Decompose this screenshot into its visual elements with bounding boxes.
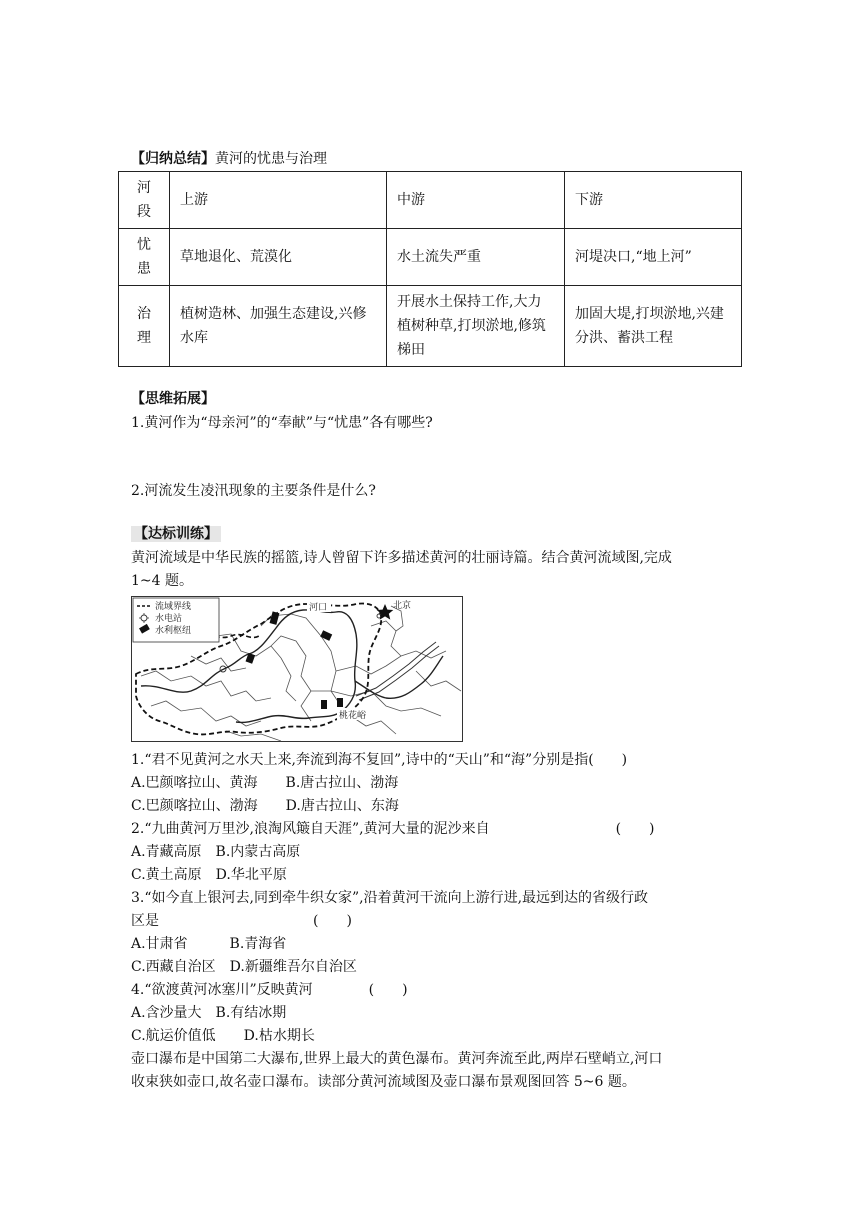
- legend-hub: 水利枢纽: [155, 626, 192, 636]
- practice-title: 【达标训练】: [131, 526, 221, 542]
- table-cell: 开展水土保持工作,大力植树种草,打坝淤地,修筑梯田: [387, 286, 565, 367]
- practice-intro-line-1: 黄河流域是中华民族的摇篮,诗人曾留下许多描述黄河的壮丽诗篇。结合黄河流域图,完成: [131, 550, 672, 566]
- expand-question-2: 2.河流发生凌汛现象的主要条件是什么?: [131, 483, 376, 499]
- closing-line-2: 收束狭如壶口,故名壶口瀑布。读部分黄河流域图及壶口瀑布景观图回答 5~6 题。: [131, 1074, 636, 1090]
- table-cell: 加固大堤,打坝淤地,兴建分洪、蓄洪工程: [565, 286, 742, 367]
- table-cell: 河堤决口,“地上河”: [565, 229, 742, 286]
- yellow-river-basin-map: [131, 596, 463, 742]
- header-lower: 下游: [565, 172, 742, 229]
- question-2-options-ab: A.青藏高原 B.内蒙古高原: [131, 844, 301, 860]
- map-label-taohuayu: 桃花峪: [339, 711, 367, 721]
- summary-bracket-title: 【归纳总结】: [131, 151, 215, 167]
- header-middle: 中游: [387, 172, 565, 229]
- map-label-beijing: 北京: [393, 601, 412, 611]
- table-header-row: [119, 172, 742, 229]
- row-label-problems-text: 忧患: [137, 237, 151, 277]
- header-river-section: [119, 172, 170, 229]
- question-1-options-ab: A.巴颜喀拉山、黄海 B.唐古拉山、渤海: [131, 775, 399, 791]
- practice-intro-line-2: 1~4 题。: [131, 573, 193, 589]
- question-2-options-cd: C.黄土高原 D.华北平原: [131, 867, 287, 883]
- row-label-problems: [119, 229, 170, 286]
- question-4-options-ab: A.含沙量大 B.有结冰期: [131, 1005, 287, 1021]
- closing-line-1: 壶口瀑布是中国第二大瀑布,世界上最大的黄色瀑布。黄河奔流至此,两岸石壁峭立,河口: [131, 1051, 663, 1067]
- legend-hydropower: 水电站: [155, 614, 183, 624]
- expand-question-1: 1.黄河作为“母亲河”的“奉献”与“忧患”各有哪些?: [131, 415, 433, 431]
- question-3-options-ab: A.甘肃省 B.青海省: [131, 936, 287, 952]
- question-4-stem: 4.“欲渡黄河冰塞川”反映黄河 ( ): [131, 982, 408, 998]
- question-1-options-cd: C.巴颜喀拉山、渤海 D.唐古拉山、东海: [131, 798, 399, 814]
- question-3-stem-line-2: 区是 ( ): [131, 913, 352, 929]
- table-cell: 水土流失严重: [387, 229, 565, 286]
- expand-title: 【思维拓展】: [131, 391, 215, 407]
- question-3-options-cd: C.西藏自治区 D.新疆维吾尔自治区: [131, 959, 357, 975]
- question-1-stem: 1.“君不见黄河之水天上来,奔流到海不复回”,诗中的“天山”和“海”分别是指( ): [131, 752, 628, 768]
- row-label-governance: [119, 286, 170, 367]
- legend-basin-boundary: 流域界线: [155, 602, 192, 612]
- question-4-options-cd: C.航运价值低 D.枯水期长: [131, 1028, 315, 1044]
- map-label-hekou: 河口: [309, 603, 328, 613]
- summary-table: [118, 171, 742, 367]
- summary-title: 黄河的忧患与治理: [215, 151, 327, 167]
- table-row: [119, 229, 742, 286]
- header-upper: 上游: [170, 172, 387, 229]
- row-label-governance-text: 治理: [137, 306, 151, 346]
- question-3-stem-line-1: 3.“如今直上银河去,同到牵牛织女家”,沿着黄河干流向上游行进,最远到达的省级行政: [131, 890, 649, 906]
- table-row: [119, 286, 742, 367]
- question-2-stem: 2.“九曲黄河万里沙,浪淘风簸自天涯”,黄河大量的泥沙来自 ( ): [131, 821, 655, 837]
- header-river-section-label: 河段: [137, 180, 151, 220]
- summary-heading: [131, 151, 327, 168]
- table-cell: 植树造林、加强生态建设,兴修水库: [170, 286, 387, 367]
- table-cell: 草地退化、荒漠化: [170, 229, 387, 286]
